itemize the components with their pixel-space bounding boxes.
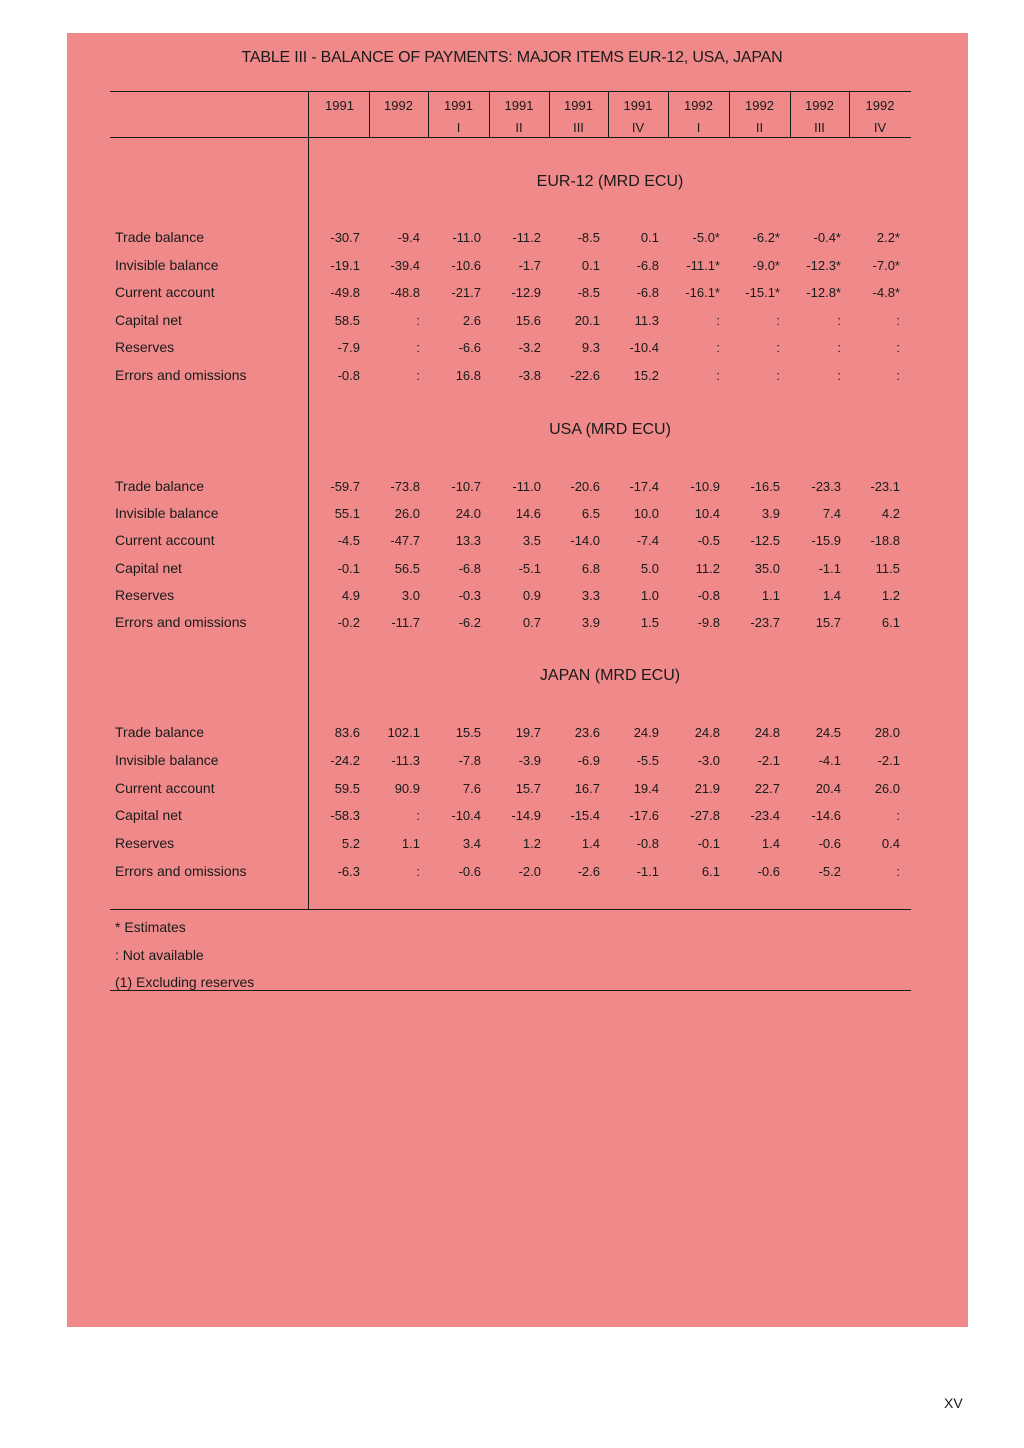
column-quarter: IV	[631, 120, 645, 135]
column-quarter: I	[456, 120, 461, 135]
table-cell: -14.9	[511, 808, 541, 824]
table-cell: 6.1	[881, 615, 900, 630]
table-cell: :	[416, 864, 420, 879]
table-cell: -6.3	[337, 864, 360, 879]
table-cell: 3.9	[761, 506, 780, 522]
table-cell: -58.3	[330, 808, 360, 824]
table-cell: :	[416, 808, 420, 824]
table-cell: -9.0*	[752, 257, 780, 273]
table-cell: -5.5	[636, 752, 659, 768]
table-cell: -10.9	[690, 479, 720, 494]
table-cell: 5.0	[640, 560, 659, 576]
table-cell: -11.3	[391, 752, 420, 768]
table-cell: -47.7	[390, 533, 420, 549]
table-cell: -1.7	[518, 257, 541, 273]
table-cell: -16.1*	[685, 285, 720, 301]
table-cell: -20.6	[570, 479, 600, 494]
table-cell: -59.7	[330, 479, 360, 494]
table-cell: -27.8	[690, 808, 720, 824]
table-cell: -6.9	[577, 752, 600, 768]
table-cell: -11.0	[512, 479, 541, 494]
column-year: 1991	[564, 98, 593, 113]
table-cell: 10.4	[694, 506, 720, 522]
row-label: Trade balance	[115, 478, 204, 494]
table-cell: :	[776, 368, 780, 383]
table-cell: 1.4	[822, 587, 841, 603]
table-cell: -5.0*	[692, 230, 720, 245]
table-cell: -0.6	[458, 864, 481, 879]
table-cell: 16.7	[574, 780, 600, 796]
table-cell: 83.6	[334, 725, 360, 740]
row-label: Trade balance	[115, 229, 204, 245]
table-cell: :	[896, 808, 900, 824]
table-cell: 16.8	[455, 368, 481, 383]
column-quarter: III	[573, 120, 584, 135]
table-cell: 11.2	[695, 560, 720, 576]
table-cell: 13.3	[455, 533, 481, 549]
table-cell: 0.9	[522, 587, 541, 603]
table-cell: -6.8	[636, 257, 659, 273]
table-cell: 23.6	[574, 725, 600, 740]
table-cell: 15.5	[455, 725, 481, 740]
table-cell: -39.4	[390, 257, 420, 273]
table-cell: -23.1	[870, 479, 900, 494]
table-cell: 102.1	[387, 725, 420, 740]
table-cell: 7.4	[822, 506, 841, 522]
table-cell: -22.6	[570, 368, 600, 383]
table-cell: -0.4*	[813, 230, 841, 245]
table-cell: -21.7	[451, 285, 481, 301]
table-cell: 9.3	[581, 340, 600, 356]
column-quarter: IV	[873, 120, 887, 135]
row-label: Errors and omissions	[115, 367, 247, 383]
table-cell: :	[837, 312, 841, 328]
footnote: : Not available	[115, 947, 204, 963]
table-cell: :	[896, 368, 900, 383]
table-cell: 6.8	[581, 560, 600, 576]
table-cell: :	[416, 312, 420, 328]
table-cell: -6.8	[458, 560, 481, 576]
table-cell: 3.9	[581, 615, 600, 630]
table-cell: 0.7	[522, 615, 541, 630]
table-cell: -0.8	[337, 368, 360, 383]
table-cell: :	[716, 312, 720, 328]
column-year: 1991	[623, 98, 653, 113]
column-year: 1992	[805, 98, 834, 113]
table-cell: -11.0	[452, 230, 481, 245]
table-cell: -0.1	[697, 836, 720, 852]
table-cell: 6.1	[701, 864, 720, 879]
table-cell: -5.1	[518, 560, 541, 576]
table-cell: -15.1*	[745, 285, 780, 301]
table-cell: 1.0	[640, 587, 659, 603]
table-cell: -2.1	[757, 752, 780, 768]
table-cell: -17.6	[629, 808, 659, 824]
table-cell: :	[776, 340, 780, 356]
table-cell: -15.4	[570, 808, 600, 824]
table-cell: -30.7	[330, 230, 360, 245]
table-bottom-rule	[110, 909, 911, 910]
row-label: Reserves	[115, 339, 175, 356]
table-cell: -12.5	[750, 533, 780, 549]
table-cell: -0.6	[818, 836, 841, 852]
table-cell: -3.8	[518, 368, 541, 383]
table-cell: 1.4	[581, 836, 600, 852]
column-year: 1992	[384, 98, 413, 113]
column-quarter: I	[696, 120, 701, 135]
row-label: Trade balance	[115, 724, 204, 740]
table-cell: -0.8	[636, 836, 659, 852]
table-cell: -18.8	[870, 533, 900, 549]
table-cell: 1.2	[522, 836, 541, 852]
footnote: * Estimates	[115, 919, 186, 935]
table-cell: :	[416, 368, 420, 383]
table-cell: -11.1*	[686, 257, 720, 273]
table-cell: :	[896, 864, 900, 879]
table-cell: -7.8	[458, 752, 481, 768]
notes-bottom-rule	[110, 990, 911, 991]
row-label: Errors and omissions	[115, 614, 247, 630]
table-cell: 2.6	[462, 312, 481, 328]
row-label: Invisible balance	[115, 751, 219, 768]
table-cell: 19.7	[515, 725, 541, 740]
table-cell: 15.6	[515, 312, 541, 328]
table-cell: 15.7	[815, 615, 841, 630]
table-cell: -23.7	[750, 615, 780, 630]
row-label: Current account	[115, 284, 215, 301]
table-cell: -16.5	[750, 479, 780, 494]
table-cell: -7.9	[337, 340, 360, 356]
table-cell: 24.5	[815, 725, 841, 740]
table-cell: :	[896, 312, 900, 328]
row-label: Capital net	[115, 807, 182, 824]
table-cell: 1.1	[401, 836, 420, 852]
row-label: Current account	[115, 532, 215, 549]
table-cell: -49.8	[330, 285, 360, 301]
column-year: 1992	[684, 98, 713, 113]
table-cell: -0.6	[757, 864, 780, 879]
table-cell: 24.9	[633, 725, 659, 740]
table-cell: 56.5	[394, 560, 420, 576]
table-cell: -23.3	[811, 479, 841, 494]
table-cell: -73.8	[390, 479, 420, 494]
table-cell: -1.1	[818, 560, 841, 576]
table-cell: :	[416, 340, 420, 356]
table-cell: -5.2	[818, 864, 841, 879]
table-cell: 24.8	[694, 725, 720, 740]
table-cell: 15.7	[515, 780, 541, 796]
table-cell: -7.4	[636, 533, 659, 549]
table-cell: :	[716, 340, 720, 356]
table-cell: -23.4	[750, 808, 780, 824]
table-cell: -48.8	[390, 285, 420, 301]
section-title: JAPAN (MRD ECU)	[539, 667, 681, 684]
section-title: USA (MRD ECU)	[549, 421, 671, 438]
table-cell: -0.5	[697, 533, 720, 549]
table-cell: -19.1	[330, 257, 360, 273]
table-cell: 1.2	[881, 587, 900, 603]
table-cell: 3.3	[581, 587, 600, 603]
table-cell: -3.9	[518, 752, 541, 768]
column-quarter: III	[814, 120, 825, 135]
table-cell: -11.7	[391, 615, 420, 630]
table-cell: -2.0	[518, 864, 541, 879]
table-cell: -2.1	[877, 752, 900, 768]
column-quarter: II	[755, 120, 764, 135]
column-year: 1991	[444, 98, 473, 113]
table-cell: -12.8*	[806, 285, 841, 301]
table-cell: 24.0	[455, 506, 481, 522]
table-cell: -7.0*	[872, 257, 900, 273]
table-cell: -4.1	[818, 752, 841, 768]
table-cell: 3.0	[401, 587, 420, 603]
table-cell: 55.1	[334, 506, 360, 522]
table-cell: -6.8	[636, 285, 659, 301]
table-cell: -6.2*	[752, 230, 780, 245]
table-cell: -6.6	[458, 340, 481, 356]
column-year: 1992	[865, 98, 895, 113]
table-cell: 20.4	[815, 780, 841, 796]
table-cell: -17.4	[629, 479, 659, 494]
page-number: XV	[944, 1395, 963, 1411]
table-cell: 10.0	[633, 506, 659, 522]
table-cell: -15.9	[811, 533, 841, 549]
table-cell: 19.4	[633, 780, 659, 796]
table-cell: :	[776, 312, 780, 328]
table-cell: -8.5	[577, 285, 600, 301]
table-cell: -10.7	[451, 479, 481, 494]
row-label: Errors and omissions	[115, 863, 247, 879]
table-cell: -10.4	[629, 340, 659, 356]
table-cell: 7.6	[462, 780, 481, 796]
table-cell: 1.4	[761, 836, 780, 852]
table-cell: -6.2	[458, 615, 481, 630]
table-cell: 28.0	[874, 725, 900, 740]
row-label: Current account	[115, 779, 215, 796]
table-cell: 59.5	[334, 780, 360, 796]
table-cell: 24.8	[754, 725, 780, 740]
table-cell: -12.3*	[806, 257, 841, 273]
table-cell: 0.1	[581, 257, 600, 273]
table-cell: 14.6	[515, 506, 541, 522]
table-cell: 90.9	[394, 780, 420, 796]
table-cell: 3.5	[522, 533, 541, 549]
table-cell: 35.0	[754, 560, 780, 576]
table-cell: -1.1	[636, 864, 659, 879]
table-cell: 1.5	[640, 615, 659, 630]
table-cell: 5.2	[341, 836, 360, 852]
table-cell: -0.8	[697, 587, 720, 603]
table-cell: -3.2	[518, 340, 541, 356]
footnote: (1) Excluding reserves	[115, 974, 255, 990]
table-cell: -4.8*	[872, 285, 900, 301]
table-cell: 4.2	[881, 506, 900, 522]
table-cell: 2.2*	[876, 230, 900, 245]
table-cell: 3.4	[462, 836, 481, 852]
table-cell: 22.7	[754, 780, 780, 796]
table-cell: -10.6	[451, 257, 481, 273]
table-cell: -14.6	[811, 808, 841, 824]
table-cell: -12.9	[511, 285, 541, 301]
section-title: EUR-12 (MRD ECU)	[536, 173, 684, 190]
table-cell: 4.9	[341, 587, 360, 603]
table-cell: -14.0	[570, 533, 600, 549]
table-cell: :	[896, 340, 900, 356]
row-label: Reserves	[115, 586, 175, 603]
row-label: Reserves	[115, 835, 175, 852]
table-cell: -11.2	[512, 230, 541, 245]
table-cell: 11.3	[634, 312, 659, 328]
row-label: Invisible balance	[115, 256, 219, 273]
table-cell: 58.5	[334, 312, 360, 328]
row-label: Invisible balance	[115, 505, 219, 522]
row-label: Capital net	[115, 311, 182, 328]
table-cell: 20.1	[574, 312, 600, 328]
table-cell: 1.1	[761, 587, 780, 603]
row-label: Capital net	[115, 559, 182, 576]
table-cell: -0.2	[337, 615, 360, 630]
table-cell: 26.0	[394, 506, 420, 522]
column-year: 1991	[504, 98, 534, 113]
table-cell: -3.0	[697, 752, 720, 768]
table-cell: -8.5	[577, 230, 600, 245]
table-cell: -0.3	[458, 587, 481, 603]
column-year: 1992	[745, 98, 774, 113]
table-cell: :	[716, 368, 720, 383]
table-cell: 21.9	[694, 780, 720, 796]
table-cell: -4.5	[337, 533, 360, 549]
table-cell: :	[837, 340, 841, 356]
table-cell: -24.2	[330, 752, 360, 768]
table-cell: 0.4	[881, 836, 900, 852]
table-title: TABLE III - BALANCE OF PAYMENTS: MAJOR ITEMS EUR-12, USA, JAPAN	[241, 49, 783, 66]
column-quarter: II	[515, 120, 523, 135]
table-cell: -0.1	[337, 560, 360, 576]
table-cell: :	[837, 368, 841, 383]
table-cell: -9.8	[697, 615, 720, 630]
table-cell: 11.5	[875, 560, 900, 576]
table-cell: -2.6	[577, 864, 600, 879]
table-cell: -9.4	[397, 230, 420, 245]
table-cell: 0.1	[640, 230, 659, 245]
column-year: 1991	[325, 98, 354, 113]
table-cell: 26.0	[874, 780, 900, 796]
table-cell: 6.5	[581, 506, 600, 522]
table-cell: 15.2	[633, 368, 659, 383]
table-cell: -10.4	[451, 808, 481, 824]
